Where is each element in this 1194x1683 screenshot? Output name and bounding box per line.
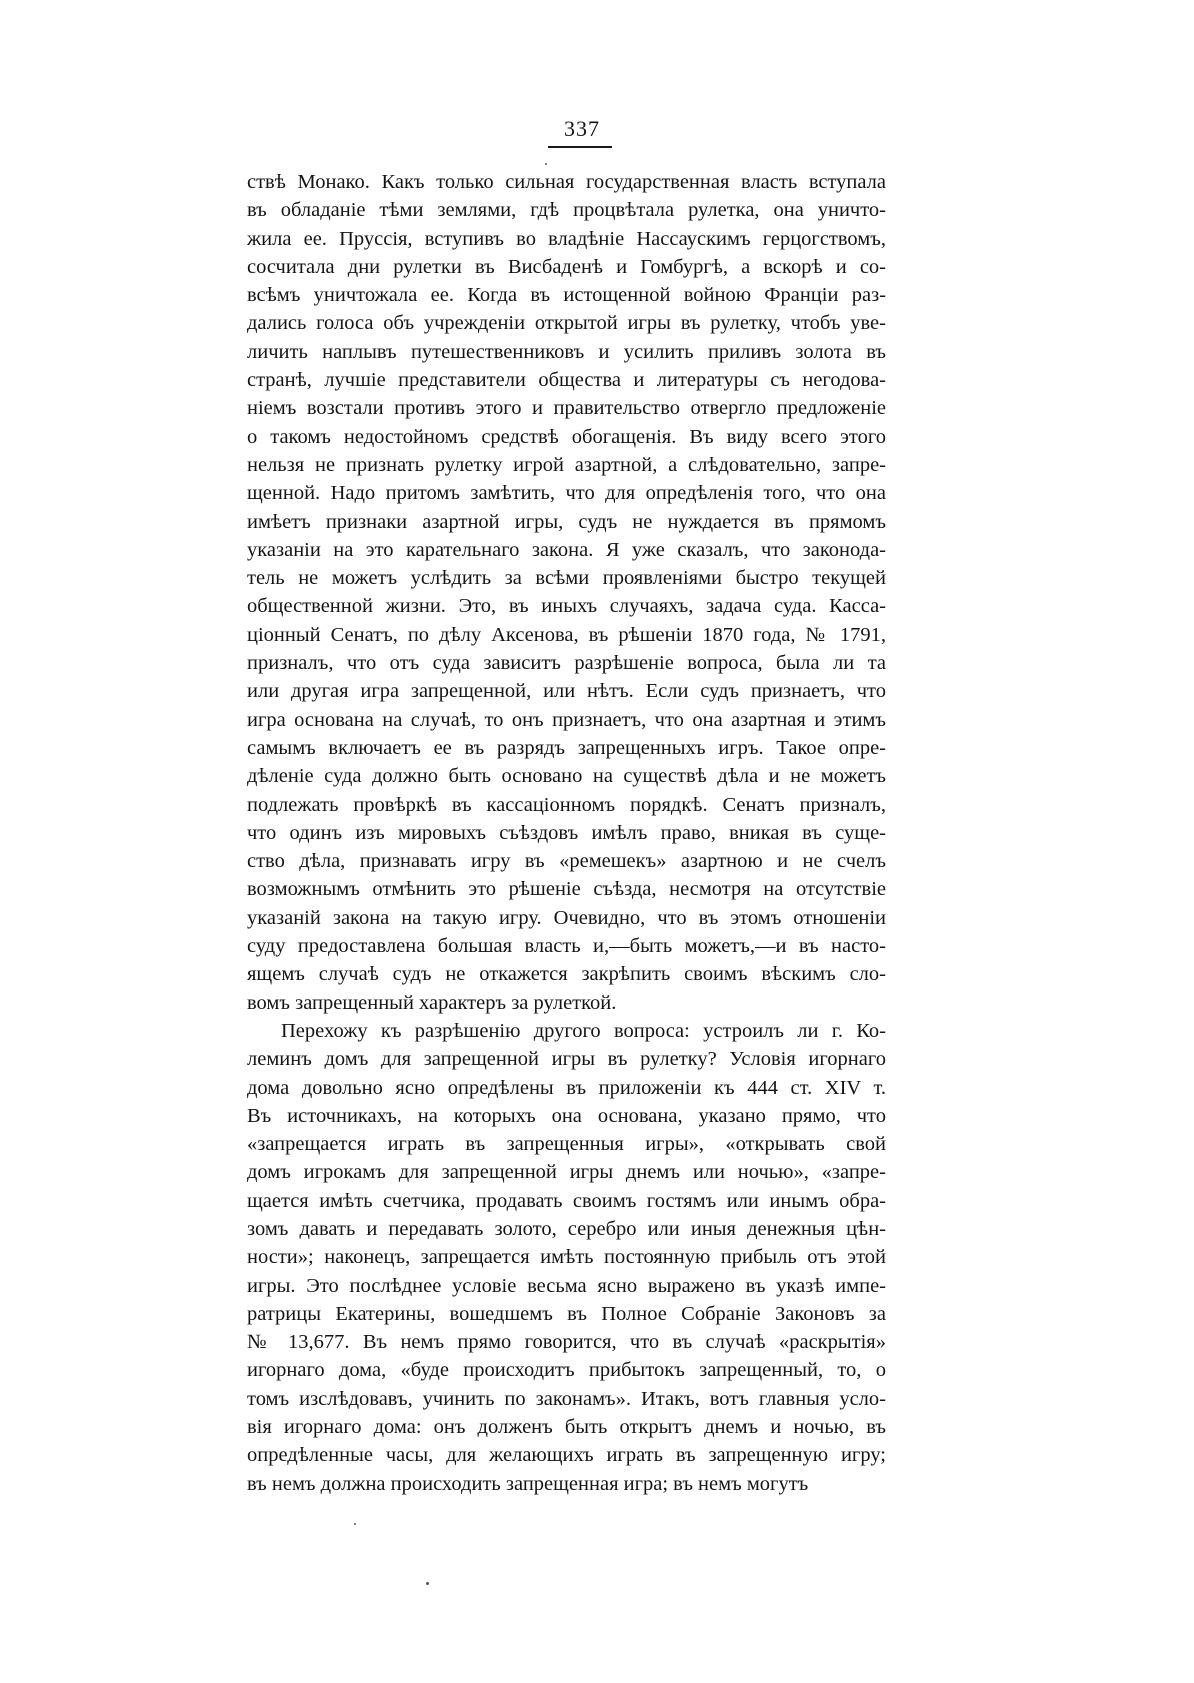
text-line: леминъ домъ для запрещенной игры въ рулетку? Условія игорнаго xyxy=(247,1048,886,1071)
text-line: жила ее. Пруссія, вступивъ во владѣніе Нассаускимъ герцогствомъ, xyxy=(247,227,886,250)
text-line: или другая игра запрещенной, или нѣтъ. Если судъ признаетъ, что xyxy=(247,680,886,703)
page-number: 337 xyxy=(564,116,600,141)
text-line: вомъ запрещенный характеръ за рулеткой. xyxy=(247,991,617,1014)
text-line: тель не можетъ услѣдить за всѣми проявленіями быстро текущей xyxy=(247,567,886,590)
text-line: ствѣ Монако. Какъ только сильная государственная власть вступала xyxy=(247,171,886,193)
text-line: зомъ давать и передавать золото, серебро или иныя денежныя цѣн- xyxy=(247,1217,886,1240)
scan-speck xyxy=(545,163,547,165)
text-line: щается имѣть счетчика, продавать своимъ гостямъ или инымъ обра- xyxy=(247,1189,886,1212)
text-line: указаній закона на такую игру. Очевидно, что въ этомъ отношеніи xyxy=(247,906,886,929)
text-line: самымъ включаетъ ее въ разрядъ запрещенныхъ игръ. Такое опре- xyxy=(247,736,886,759)
text-line: призналъ, что отъ суда зависитъ разрѣшеніе вопроса, была ли та xyxy=(247,652,886,675)
text-line: всѣмъ уничтожала ее. Когда въ истощенной войною Франціи раз- xyxy=(247,284,886,307)
text-line: № 13,677. Въ немъ прямо говорится, что въ случаѣ «раскрытія» xyxy=(247,1331,886,1354)
text-line: въ обладаніе тѣми землями, гдѣ процвѣтала рулетка, она уничто- xyxy=(247,199,886,222)
text-line: Перехожу къ разрѣшенію другого вопроса: устроилъ ли г. Ко- xyxy=(281,1019,886,1042)
text-line: вія игорнаго дома: онъ долженъ быть открытъ днемъ и ночью, въ xyxy=(247,1416,886,1439)
text-line: ящемъ случаѣ судъ не откажется закрѣпить своимъ вѣскимъ сло- xyxy=(247,963,886,986)
scan-speck xyxy=(354,1523,356,1525)
text-line: подлежать провѣркѣ въ кассаціонномъ порядкѣ. Сенатъ призналъ, xyxy=(247,793,886,816)
text-line: суду предоставлена большая власть и,—быть можетъ,—и въ насто- xyxy=(247,935,886,958)
text-line: ратрицы Екатерины, вошедшемъ въ Полное Собраніе Законовъ за xyxy=(247,1302,886,1325)
text-line: личить наплывъ путешественниковъ и усилить приливъ золота въ xyxy=(247,340,886,363)
text-line: игры. Это послѣднее условіе весьма ясно выражено въ указѣ импе- xyxy=(247,1274,886,1297)
text-line: нельзя не признать рулетку игрой азартной, а слѣдовательно, запре- xyxy=(247,453,886,476)
text-line: дѣленіе суда должно быть основано на существѣ дѣла и не можетъ xyxy=(247,765,886,788)
body-text xyxy=(247,168,886,1498)
scan-speck xyxy=(426,1582,429,1585)
page-number-underline xyxy=(548,146,612,148)
text-line: опредѣленные часы, для желающихъ играть въ запрещенную игру; xyxy=(247,1444,886,1467)
text-line: домъ игрокамъ для запрещенной игры днемъ или ночью», «запре- xyxy=(247,1161,886,1184)
text-line: щенной. Надо притомъ замѣтить, что для опредѣленія того, что она xyxy=(247,482,886,505)
text-line: дома довольно ясно опредѣлены въ приложеніи къ 444 ст. XIV т. xyxy=(247,1076,886,1099)
text-line: въ немъ должна происходить запрещенная игра; въ немъ могутъ xyxy=(247,1472,809,1495)
text-line: возможнымъ отмѣнить это рѣшеніе съѣзда, несмотря на отсутствіе xyxy=(247,878,886,901)
text-line: странѣ, лучшіе представители общества и литературы съ негодова- xyxy=(247,369,886,392)
text-line: что одинъ изъ мировыхъ съѣздовъ имѣлъ право, вникая въ суще- xyxy=(247,821,886,844)
text-line: дались голоса объ учрежденіи открытой игры въ рулетку, чтобъ уве- xyxy=(247,312,886,335)
text-line: игорнаго дома, «буде происходитъ прибытокъ запрещенный, то, о xyxy=(247,1359,886,1382)
text-line: ство дѣла, признавать игру въ «ремешекъ» азартною и не счелъ xyxy=(247,850,886,873)
text-line: общественной жизни. Это, въ иныхъ случаяхъ, задача суда. Касса- xyxy=(247,595,886,618)
text-line: ности»; наконецъ, запрещается имѣть постоянную прибыль отъ этой xyxy=(247,1246,886,1269)
text-line: игра основана на случаѣ, то онъ признаетъ, что она азартная и этимъ xyxy=(247,708,886,731)
text-line: «запрещается играть въ запрещенныя игры», «открывать свой xyxy=(247,1133,886,1156)
text-line: томъ изслѣдовавъ, учинить по законамъ». Итакъ, вотъ главныя усло- xyxy=(247,1387,886,1410)
text-line: сосчитала дни рулетки въ Висбаденѣ и Гомбургѣ, а вскорѣ и со- xyxy=(247,255,886,278)
text-line: ніемъ возстали противъ этого и правительство отвергло предложеніе xyxy=(247,397,886,420)
text-line: ціонный Сенатъ, по дѣлу Аксенова, въ рѣшеніи 1870 года, № 1791, xyxy=(247,623,886,646)
text-line: имѣетъ признаки азартной игры, судъ не нуждается въ прямомъ xyxy=(247,510,886,533)
text-line: Въ источникахъ, на которыхъ она основана, указано прямо, что xyxy=(247,1104,886,1127)
text-line: о такомъ недостойномъ средствѣ обогащенія. Въ виду всего этого xyxy=(247,425,886,448)
text-line: указаніи на это карательнаго закона. Я уже сказалъ, что законода- xyxy=(247,538,886,561)
